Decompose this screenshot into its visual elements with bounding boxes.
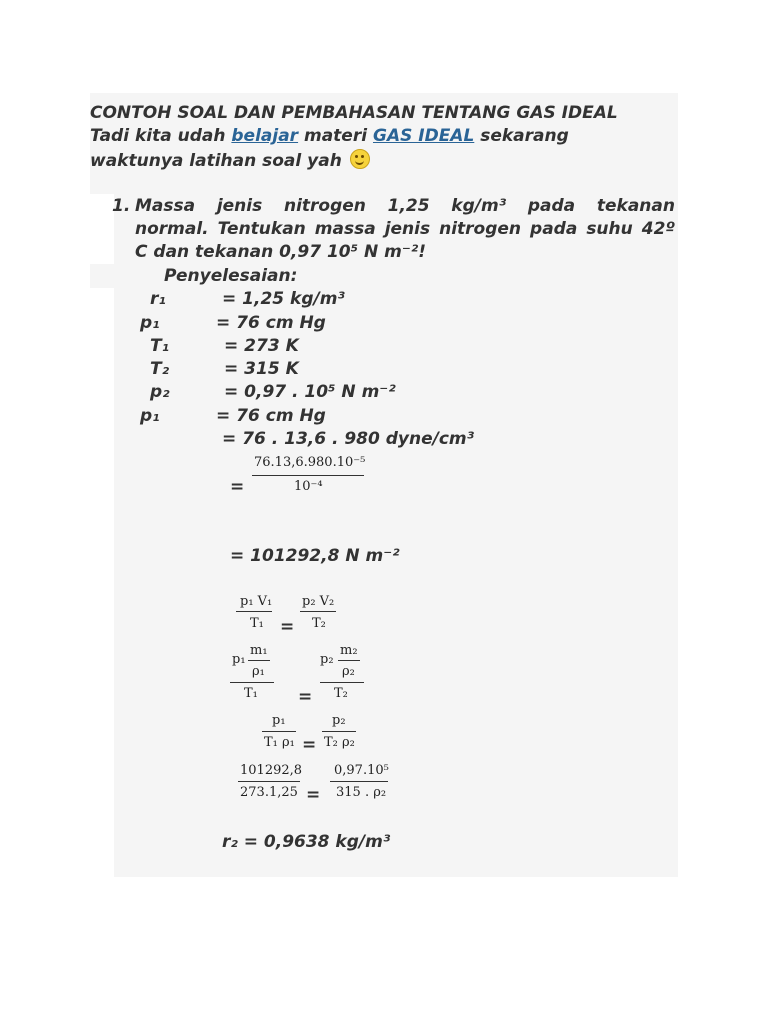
given-value: = 76 cm Hg [216,313,326,333]
formula-text: 273.1,25 [240,785,298,800]
content-panel [114,194,678,877]
formula-text: p₁ [232,652,246,667]
fraction-bar [300,611,336,612]
given-value: = 1,25 kg/m³ [222,289,345,309]
formula-text: 315 . ρ₂ [336,785,387,800]
fraction-bar [248,660,270,661]
fraction-bar [320,682,364,683]
step-result: = 101292,8 N m⁻² [230,546,400,566]
fraction-bar [236,611,272,612]
formula-text: T₁ [250,616,264,631]
given-symbol: r₁ [150,289,166,309]
equals-sign: = [280,617,295,637]
formula-text: p₂ V₂ [302,594,335,609]
gas-ideal-link[interactable]: GAS IDEAL [372,126,475,146]
given-value: = 0,97 . 10⁵ N m⁻² [224,382,396,402]
formula-text: 101292,8 [240,763,303,778]
equals-sign: = [306,785,321,805]
belajar-link[interactable]: belajar [231,126,299,146]
formula-text: m₂ [340,643,358,658]
formula-text: T₂ [312,616,326,631]
page-title: CONTOH SOAL DAN PEMBAHASAN TENTANG GAS IDEAL [90,103,618,123]
equals-sign: = [230,477,245,497]
solution-heading: Penyelesaian: [164,266,298,286]
given-value: = 273 K [224,336,299,356]
given-symbol: p₁ [140,406,160,426]
formula-text: T₂ ρ₂ [324,735,355,750]
fraction-bar [238,781,300,782]
question-number: 1. [112,196,131,216]
formula-text: m₁ [250,643,268,658]
formula-text: 0,97.10⁵ [334,763,389,778]
given-value: = 315 K [224,359,299,379]
fraction-bar [262,731,296,732]
fraction-bar [322,731,356,732]
panel-strip [90,264,114,288]
fraction-bar [330,781,388,782]
question-line-2: normal. Tentukan massa jenis nitrogen pada suhu 42º [135,219,675,239]
final-answer: r₂ = 0,9638 kg/m³ [222,832,391,852]
formula-text: ρ₂ [342,664,355,679]
formula-text: p₂ [320,652,334,667]
formula-text: T₂ [334,686,348,701]
formula-text: p₂ [332,713,346,728]
given-symbol: p₁ [140,313,160,333]
equals-sign: = [298,687,313,707]
question-line-1: Massa jenis nitrogen 1,25 kg/m³ pada tekanan [135,196,675,216]
given-value: = 76 cm Hg [216,406,326,426]
given-symbol: p₂ [150,382,170,402]
intro-mid: materi [304,126,368,146]
intro-line-1 [90,126,569,146]
question-line-3: C dan tekanan 0,97 10⁵ N m⁻²! [135,242,427,262]
given-symbol: T₂ [150,359,170,379]
intro-line2-text: waktunya latihan soal yah [90,151,342,171]
fraction-numerator: 76.13,6.980.10⁻⁵ [254,455,366,470]
formula-text: p₁ [272,713,286,728]
given-symbol: T₁ [150,336,170,356]
formula-text: T₁ ρ₁ [264,735,295,750]
fraction-bar [338,660,360,661]
smiley-icon [350,149,370,169]
fraction-bar [252,475,364,476]
equals-sign: = [302,735,317,755]
intro-prefix: Tadi kita udah [90,126,226,146]
intro-line-2 [90,149,370,171]
formula-text: ρ₁ [252,664,265,679]
step-dyne: = 76 . 13,6 . 980 dyne/cm³ [222,429,475,449]
fraction-denominator: 10⁻⁴ [294,479,323,494]
formula-text: p₁ V₁ [240,594,273,609]
intro-suffix: sekarang [480,126,569,146]
formula-text: T₁ [244,686,258,701]
fraction-bar [230,682,274,683]
